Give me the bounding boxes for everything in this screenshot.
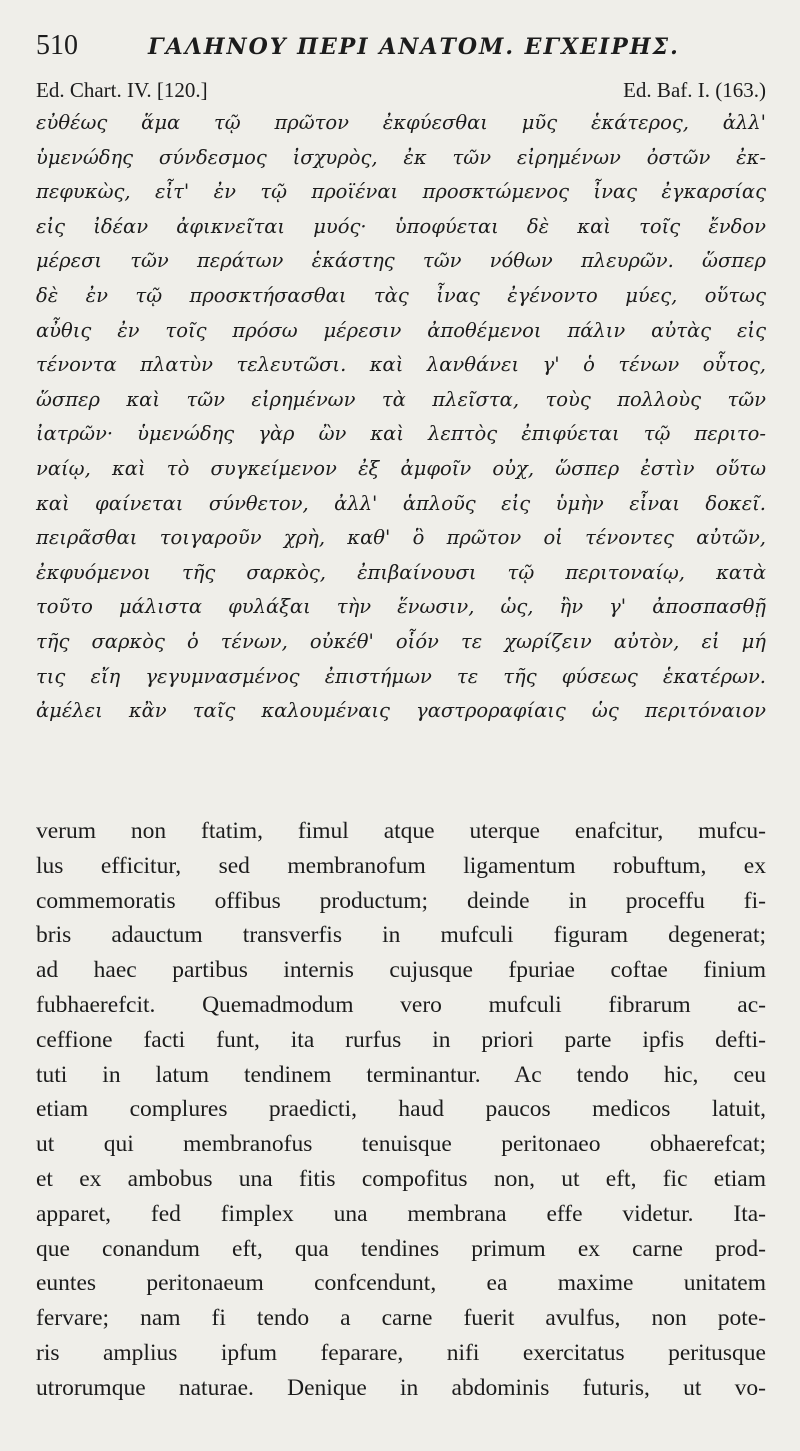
- latin-line: fubhaerefcit. Quemadmodum vero mufculi fibrarum ac-: [36, 991, 766, 1018]
- edition-basel-reference: Ed. Baf. I. (163.): [623, 78, 766, 102]
- greek-line: ἀμέλει κἂν ταῖς καλουμέναις γαστροραφίαις ὡς περιτόναιον: [36, 699, 766, 723]
- latin-line: euntes peritonaeum confcendunt, ea maxime unitatem: [36, 1270, 766, 1297]
- latin-line: apparet, fed fimplex una membrana effe videtur. Ita-: [36, 1200, 766, 1227]
- greek-line: δὲ ἐν τῷ προσκτήσασθαι τὰς ἶνας ἐγένοντο μύες, οὕτως: [36, 283, 766, 307]
- greek-line: τοῦτο μάλιστα φυλάξαι τὴν ἕνωσιν, ὡς, ἢν γ' ἀποσπασθῇ: [36, 595, 766, 619]
- latin-line: que conandum eft, qua tendines primum ex carne prod-: [36, 1235, 766, 1262]
- latin-line: utrorumque naturae. Denique in abdominis futuris, ut vo-: [36, 1374, 766, 1401]
- latin-text-block: [36, 814, 766, 1406]
- latin-line: etiam complures praedicti, haud paucos medicos latuit,: [36, 1096, 766, 1123]
- greek-line: πεφυκὼς, εἶτ' ἐν τῷ προϊέναι προσκτώμενος ἶνας ἐγκαρσίας: [36, 180, 766, 204]
- latin-line: et ex ambobus una fitis compofitus non, ut eft, fic etiam: [36, 1165, 766, 1192]
- latin-line: ut qui membranofus tenuisque peritonaeo obhaerefcat;: [36, 1131, 766, 1158]
- greek-line: ὥσπερ καὶ τῶν εἰρημένων τὰ πλεῖστα, τοὺς πολλοὺς τῶν: [36, 387, 766, 411]
- latin-line: lus efficitur, sed membranofum ligamentum robuftum, ex: [36, 852, 766, 879]
- greek-line: αὖθις ἐν τοῖς πρόσω μέρεσιν ἀποθέμενοι πάλιν αὐτὰς εἰς: [36, 318, 766, 342]
- latin-line: ceffione facti funt, ita rurfus in priori parte ipfis defti-: [36, 1026, 766, 1053]
- latin-line: bris adauctum transverfis in mufculi figuram degenerat;: [36, 922, 766, 949]
- greek-line: ὑμενώδης σύνδεσμος ἰσχυρὸς, ἐκ τῶν εἰρημένων ὀστῶν ἐκ-: [36, 145, 766, 169]
- greek-line: τένοντα πλατὺν τελευτῶσι. καὶ λανθάνει γ' ὁ τένων οὗτος,: [36, 353, 766, 377]
- greek-line: ἐκφυόμενοι τῆς σαρκὸς, ἐπιβαίνουσι τῷ περιτοναίῳ, κατὰ: [36, 560, 766, 584]
- running-title: ΓΑΛΗΝΟΥ ΠΕΡΙ ΑΝΑΤΟΜ. ΕΓΧΕΙΡΗΣ.: [148, 34, 680, 60]
- greek-line: τῆς σαρκὸς ὁ τένων, οὐκέθ' οἷόν τε χωρίζειν αὐτὸν, εἰ μή: [36, 629, 766, 653]
- latin-line: commemoratis offibus productum; deinde in proceffu fi-: [36, 887, 766, 914]
- greek-line: ναίῳ, καὶ τὸ συγκείμενον ἐξ ἀμφοῖν οὐχ, ὥσπερ ἐστὶν οὕτω: [36, 456, 766, 480]
- latin-line: verum non ftatim, fimul atque uterque enafcitur, mufcu-: [36, 818, 766, 844]
- page-number: 510: [36, 30, 78, 61]
- greek-line: εὐθέως ἅμα τῷ πρῶτον ἐκφύεσθαι μῦς ἑκάτερος, ἀλλ': [36, 111, 766, 134]
- latin-line: ad haec partibus internis cujusque fpuriae coftae finium: [36, 957, 766, 984]
- edition-reference-line: [36, 78, 766, 104]
- greek-line: καὶ φαίνεται σύνθετον, ἀλλ' ἁπλοῦς εἰς ὑμὴν εἶναι δοκεῖ.: [36, 491, 766, 515]
- greek-text-block: [36, 106, 766, 729]
- running-head: [36, 30, 776, 64]
- greek-line: πειρᾶσθαι τοιγαροῦν χρὴ, καθ' ὃ πρῶτον οἱ τένοντες αὐτῶν,: [36, 526, 766, 550]
- greek-line: μέρεσι τῶν περάτων ἑκάστης τῶν νόθων πλευρῶν. ὥσπερ: [36, 249, 766, 273]
- greek-line: τις εἴη γεγυμνασμένος ἐπιστήμων τε τῆς φύσεως ἑκατέρων.: [36, 664, 766, 688]
- latin-line: fervare; nam fi tendo a carne fuerit avulfus, non pote-: [36, 1305, 766, 1332]
- greek-line: εἰς ἰδέαν ἀφικνεῖται μυός· ὑποφύεται δὲ καὶ τοῖς ἔνδον: [36, 214, 766, 238]
- latin-line: ris amplius ipfum feparare, nifi exercitatus peritusque: [36, 1339, 766, 1366]
- greek-line: ἰατρῶν· ὑμενώδης γὰρ ὢν καὶ λεπτὸς ἐπιφύεται τῷ περιτο-: [36, 422, 766, 446]
- edition-chart-reference: Ed. Chart. IV. [120.]: [36, 78, 208, 102]
- latin-line: tuti in latum tendinem terminantur. Ac tendo hic, ceu: [36, 1061, 766, 1088]
